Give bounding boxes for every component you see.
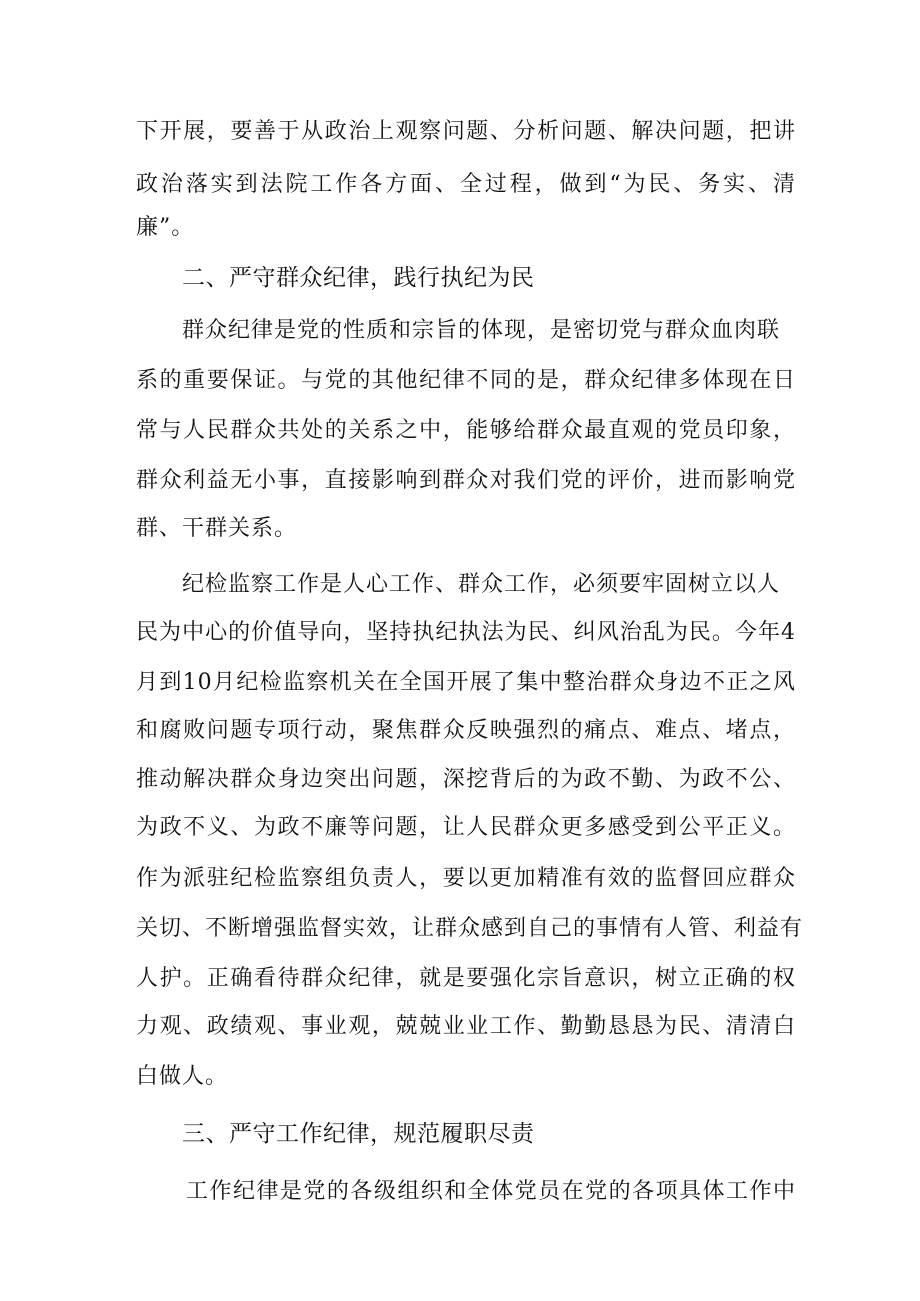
paragraph-line: 群众纪律是党的性质和宗旨的体现，是密切党与群众血肉联 [182, 318, 781, 343]
section-heading-3: 三、严守工作纪律，规范履职尽责 [182, 1121, 535, 1147]
paragraph-line: 纪检监察工作是人心工作、群众工作，必须要牢固树立以人 [182, 572, 781, 597]
paragraph-line: 人护。正确看待群众纪律，就是要强化宗旨意识，树立正确的权 [136, 966, 796, 991]
paragraph-line: 工作纪律是党的各级组织和全体党员在党的各项具体工作中 [186, 1179, 796, 1204]
paragraph-line: 群、干群关系。 [136, 516, 298, 541]
paragraph-line: 白做人。 [136, 1064, 229, 1089]
paragraph-line: 月到10月纪检监察机关在全国开展了集中整治群众身边不正之风 [136, 670, 796, 695]
paragraph-line: 群众利益无小事，直接影响到群众对我们党的评价，进而影响党 [136, 468, 796, 493]
paragraph-line: 关切、不断增强监督实效，让群众感到自己的事情有人管、利益有 [136, 916, 804, 941]
paragraph-line: 为政不义、为政不廉等问题，让人民群众更多感受到公平正义。 [136, 815, 796, 840]
paragraph-line: 系的重要保证。与党的其他纪律不同的是，群众纪律多体现在日 [136, 368, 796, 393]
paragraph-line: 政治落实到法院工作各方面、全过程，做到“为民、务实、清 [136, 172, 796, 197]
paragraph-line: 力观、政绩观、事业观，兢兢业业工作、勤勤恳恳为民、清清白 [136, 1014, 796, 1039]
paragraph-line: 下开展，要善于从政治上观察问题、分析问题、解决问题，把讲 [136, 119, 796, 144]
paragraph-line: 和腐败问题专项行动，聚焦群众反映强烈的痛点、难点、堵点， [136, 718, 796, 743]
paragraph-line: 民为中心的价值导向，坚持执纪执法为民、纠风治乱为民。今年4 [136, 620, 796, 645]
paragraph-line: 常与人民群众共处的关系之中，能够给群众最直观的党员印象， [136, 418, 796, 443]
paragraph-line: 作为派驻纪检监察组负责人，要以更加精准有效的监督回应群众 [136, 866, 796, 891]
section-heading-2: 二、严守群众纪律，践行执纪为民 [182, 265, 535, 291]
paragraph-line: 廉”。 [136, 215, 195, 240]
paragraph-line: 推动解决群众身边突出问题，深挖背后的为政不勤、为政不公、 [136, 767, 796, 792]
